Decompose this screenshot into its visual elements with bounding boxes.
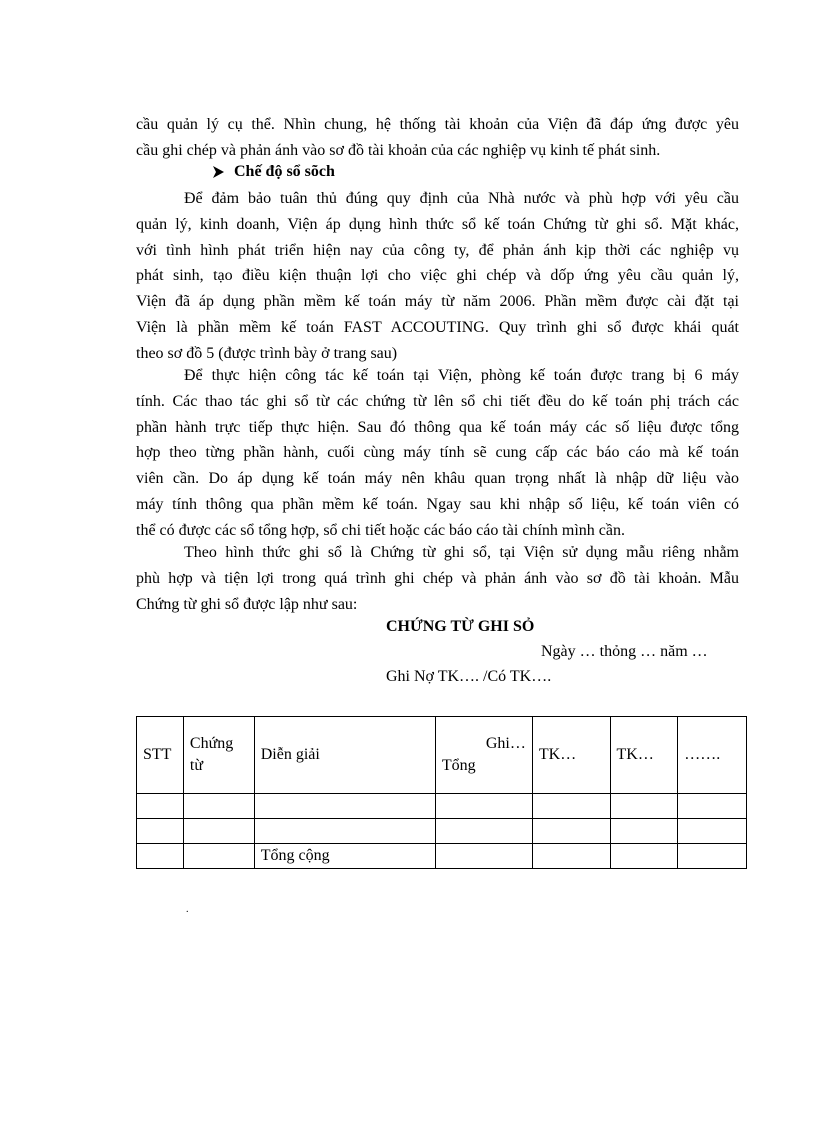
text-line: cầu quản lý cụ thể. Nhìn chung, hệ thống tài khoản của Viện đã đáp ứng được yêu [136, 116, 739, 133]
text-line: phát sinh, tạo điều kiện thuận lợi cho việc ghi chép và dốp ứng yêu cầu quản lý, [136, 267, 739, 285]
table-cell [678, 844, 747, 869]
table-cell [183, 794, 254, 819]
table-cell [137, 794, 184, 819]
table-cell [435, 844, 532, 869]
table-cell [254, 794, 435, 819]
header-dien-giai: Diễn giải [254, 717, 435, 794]
text-line: tính. Các thao tác ghi sổ từ các chứng từ lên sổ chi tiết đều do kế toán phị trách các [136, 392, 739, 410]
arrowhead-bullet-icon [212, 166, 224, 178]
table-cell [532, 794, 610, 819]
table-cell [610, 819, 678, 844]
table-cell [610, 794, 678, 819]
paragraph-2 [136, 363, 739, 544]
paragraph-intro [136, 112, 739, 164]
table-cell [435, 819, 532, 844]
table-cell [435, 794, 532, 819]
header-ghi-tong [435, 717, 532, 794]
table-cell [137, 844, 184, 869]
table-cell [254, 819, 435, 844]
table-cell [137, 819, 184, 844]
text-line: phù hợp và tiện lợi trong quá trình ghi chép và phản ánh vào sơ đồ tài khoản. Mẫu [136, 569, 739, 587]
form-title: CHỨNG TỪ GHI SỎ [386, 618, 535, 635]
table-cell [610, 844, 678, 869]
header-stt: STT [137, 717, 184, 794]
section-heading-text: Chế độ sổ sõch [234, 163, 335, 180]
header-chung-tu [183, 717, 254, 794]
form-date-line: Ngày … thỏng … năm … [541, 643, 708, 660]
text-line: cầu ghi chép và phản ánh vào sơ đồ tài khoản của các nghiệp vụ kinh tế phát sinh. [136, 141, 661, 159]
text-line: với tình hình phát triển hiện nay của công ty, để phản ánh kịp thời các nghiệp vụ [136, 241, 739, 259]
text-line: phần hành trực tiếp thực hiện. Sau đó thông qua kế toán máy các số liệu được tổng [136, 418, 739, 436]
table-total-row [137, 844, 747, 869]
table-cell [532, 819, 610, 844]
table-row [137, 819, 747, 844]
table-cell [532, 844, 610, 869]
text-line: thể có được các sổ tổng hợp, sổ chi tiết hoặc các báo cáo tài chính mình cần. [136, 521, 625, 539]
text-line: quản lý, kinh doanh, Viện áp dụng hình thức sổ kế toán Chứng từ ghi sổ. Mặt khác, [136, 215, 739, 233]
header-tk-1: TK… [532, 717, 610, 794]
header-more: ……. [678, 717, 747, 794]
section-heading [212, 163, 335, 181]
text-line: máy tính thông qua phần mềm kế toán. Ngay sau khi nhập số liệu, kế toán viên có [136, 495, 739, 513]
text-line: Để thực hiện công tác kế toán tại Viện, phòng kế toán được trang bị 6 máy [184, 367, 739, 384]
text-line: Theo hình thức ghi sổ là Chứng từ ghi sổ, tại Viện sử dụng mẫu riêng nhằm [184, 544, 739, 561]
table-cell [183, 819, 254, 844]
text-line: Viện đã áp dụng phần mềm kế toán máy từ năm 2006. Phần mềm được cài đặt tại [136, 293, 739, 311]
stray-dot: . [186, 904, 189, 915]
text-line: Viện là phần mềm kế toán FAST ACCOUTING. Quy trình ghi sổ được khái quát [136, 318, 739, 336]
text-line: theo sơ đồ 5 (được trình bày ở trang sau) [136, 344, 398, 362]
header-chung-text: Chứng [189, 735, 234, 752]
paragraph-1 [136, 186, 739, 367]
table-cell [678, 819, 747, 844]
header-tk-2: TK… [610, 717, 678, 794]
table-row [137, 794, 747, 819]
header-tong-text: Tổng [441, 757, 476, 774]
form-account-line: Ghi Nợ TK…. /Có TK…. [386, 668, 552, 685]
text-line: viên cần. Do áp dụng kế toán máy nên khâu quan trọng nhất là nhập dữ liệu vào [136, 470, 739, 488]
voucher-table [136, 716, 747, 869]
text-line: Để đảm bảo tuân thủ đúng quy định của Nhà nước và phù hợp với yêu cầu [184, 190, 739, 207]
header-ghi-text: Ghi… [485, 735, 526, 752]
total-label: Tổng cộng [254, 844, 435, 869]
text-line: Chứng từ ghi sổ được lập như sau: [136, 595, 358, 613]
text-line: hợp theo từng phần hành, cuối cùng máy tính sẽ cung cấp các báo cáo mà kế toán [136, 444, 739, 462]
header-tu-text: từ [189, 757, 204, 774]
table-header-row [137, 717, 747, 794]
paragraph-3 [136, 540, 739, 617]
table-cell [183, 844, 254, 869]
table-cell [678, 794, 747, 819]
